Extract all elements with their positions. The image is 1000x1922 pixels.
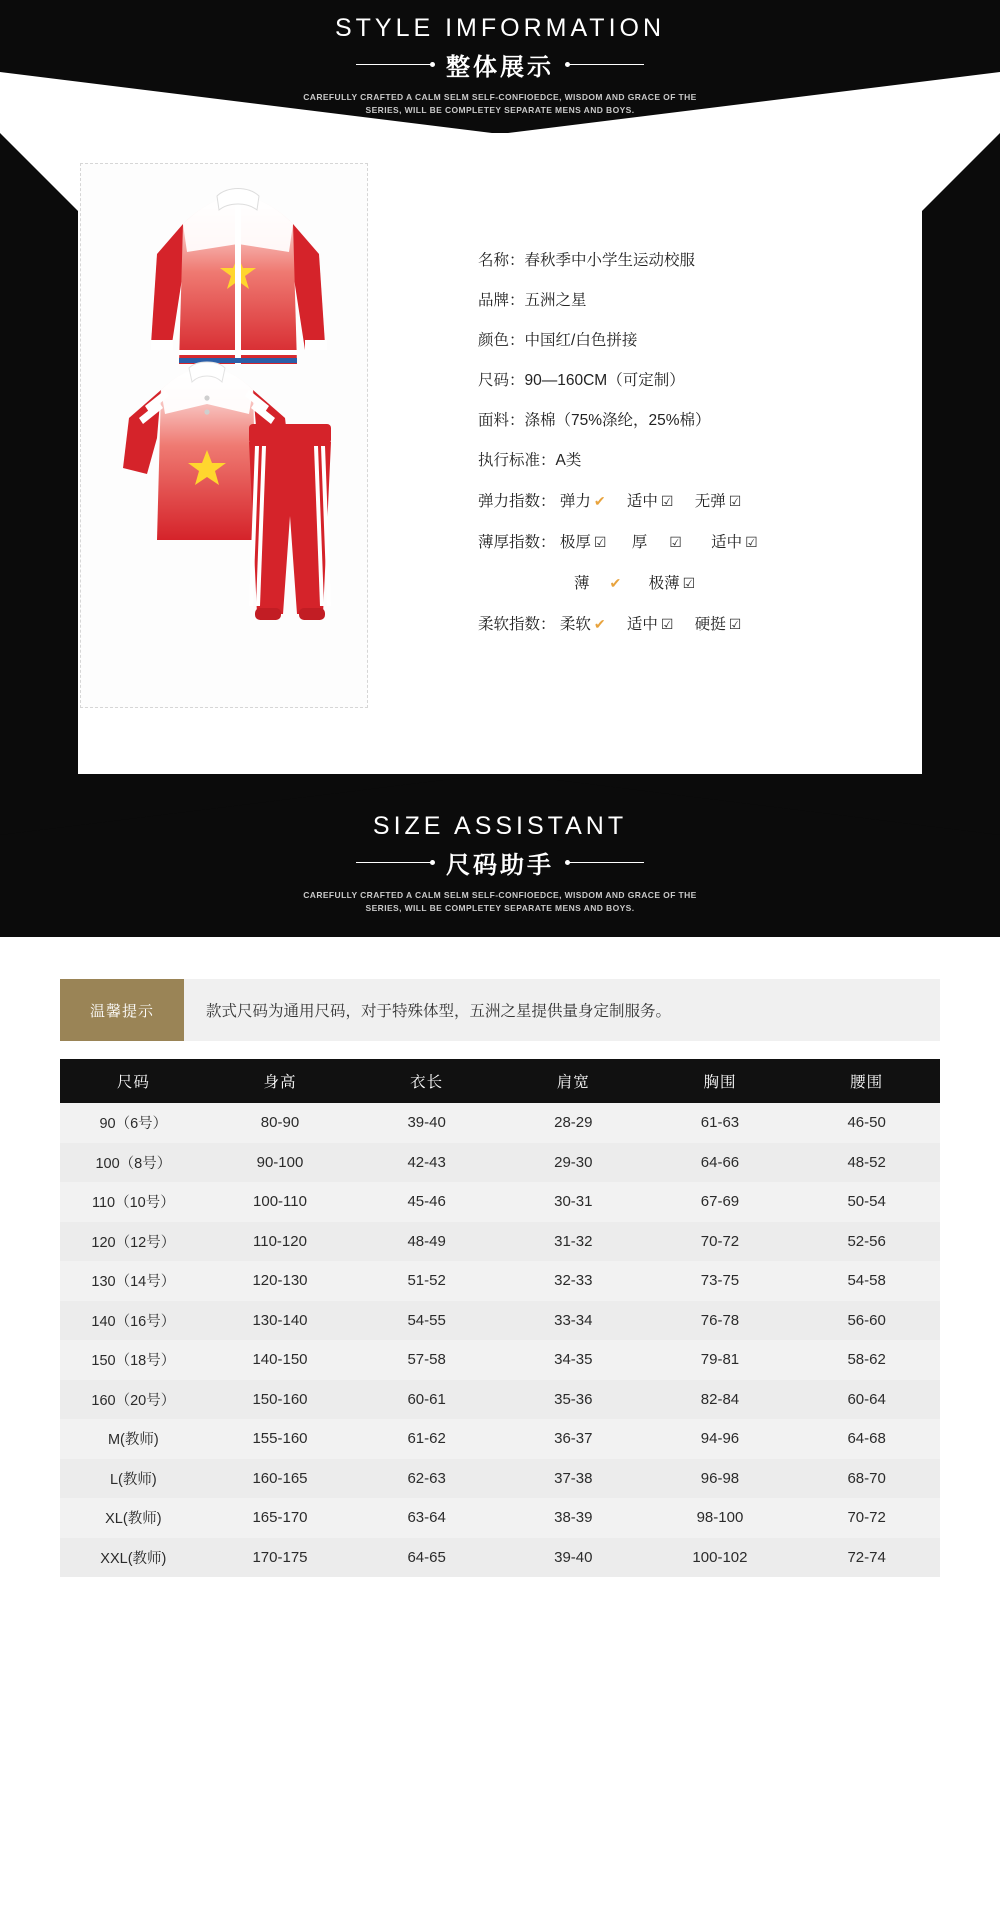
cell-shoulder: 39-40 bbox=[500, 1538, 647, 1578]
check-icon-very-thick: ☑ bbox=[593, 534, 607, 550]
cell-size: M(教师) bbox=[60, 1419, 207, 1459]
index-option-medium-thick: 适中 bbox=[711, 534, 743, 551]
cell-bust: 94-96 bbox=[647, 1419, 794, 1459]
spec-label-standard: 执行标准： bbox=[478, 452, 556, 469]
cell-bust: 67-69 bbox=[647, 1182, 794, 1222]
spec-row-color bbox=[478, 321, 948, 361]
cell-length: 51-52 bbox=[353, 1261, 500, 1301]
style-information-banner bbox=[0, 0, 1000, 133]
cell-shoulder: 32-33 bbox=[500, 1261, 647, 1301]
table-row bbox=[60, 1340, 940, 1380]
index-row-thickness bbox=[478, 522, 948, 563]
table-row bbox=[60, 1182, 940, 1222]
index-option-very-thin: 极薄 bbox=[648, 575, 680, 592]
spec-row-standard bbox=[478, 441, 948, 481]
product-image bbox=[80, 163, 368, 708]
cell-waist: 60-64 bbox=[793, 1380, 940, 1420]
style-banner-subtitle-line1: CAREFULLY CRAFTED A CALM SELM SELF-CONFIOEDCE, WISDOM AND GRACE OF THE bbox=[303, 92, 697, 102]
index-option-soft: 柔软 bbox=[559, 616, 591, 633]
cell-size: 160（20号） bbox=[60, 1380, 207, 1420]
cell-bust: 79-81 bbox=[647, 1340, 794, 1380]
cell-waist: 52-56 bbox=[793, 1222, 940, 1262]
warm-tip bbox=[60, 979, 940, 1041]
size-table-header-bust: 胸围 bbox=[647, 1059, 794, 1103]
cell-height: 130-140 bbox=[207, 1301, 354, 1341]
spec-label-fabric: 面料： bbox=[478, 412, 525, 429]
style-banner-subtitle-line2: SERIES, WILL BE COMPLETEY SEPARATE MENS AND BOYS. bbox=[365, 105, 635, 115]
spec-value-standard: A类 bbox=[555, 452, 582, 469]
cell-size: 130（14号） bbox=[60, 1261, 207, 1301]
size-table-header-shoulder: 肩宽 bbox=[500, 1059, 647, 1103]
table-row bbox=[60, 1538, 940, 1578]
cell-bust: 70-72 bbox=[647, 1222, 794, 1262]
banner-rule-left bbox=[356, 64, 434, 65]
cell-size: 140（16号） bbox=[60, 1301, 207, 1341]
cell-length: 62-63 bbox=[353, 1459, 500, 1499]
cell-shoulder: 36-37 bbox=[500, 1419, 647, 1459]
cell-waist: 68-70 bbox=[793, 1459, 940, 1499]
style-banner-title-cn: 整体展示 bbox=[446, 54, 554, 81]
cell-height: 160-165 bbox=[207, 1459, 354, 1499]
size-table-header-waist: 腰围 bbox=[793, 1059, 940, 1103]
check-icon-medium-thick: ☑ bbox=[745, 534, 758, 550]
banner-rule-right bbox=[566, 64, 644, 65]
cell-height: 120-130 bbox=[207, 1261, 354, 1301]
cell-waist: 72-74 bbox=[793, 1538, 940, 1578]
table-row bbox=[60, 1380, 940, 1420]
size-table-header-row bbox=[60, 1059, 940, 1103]
index-option-elastic: 弹力 bbox=[559, 493, 591, 510]
cell-bust: 61-63 bbox=[647, 1103, 794, 1143]
cell-size: 90（6号） bbox=[60, 1103, 207, 1143]
size-table-header-height: 身高 bbox=[207, 1059, 354, 1103]
spec-value-size: 90—160CM（可定制） bbox=[524, 372, 685, 389]
cell-shoulder: 35-36 bbox=[500, 1380, 647, 1420]
index-label-thickness: 薄厚指数： bbox=[478, 534, 556, 551]
cell-height: 140-150 bbox=[207, 1340, 354, 1380]
cell-shoulder: 33-34 bbox=[500, 1301, 647, 1341]
table-row bbox=[60, 1143, 940, 1183]
index-option-thick: 厚 bbox=[631, 534, 648, 551]
table-row bbox=[60, 1222, 940, 1262]
cell-waist: 56-60 bbox=[793, 1301, 940, 1341]
spec-row-brand bbox=[478, 281, 948, 321]
spec-label-brand: 品牌： bbox=[478, 292, 525, 309]
cell-height: 170-175 bbox=[207, 1538, 354, 1578]
spec-label-name: 名称： bbox=[478, 252, 525, 269]
index-option-medium-soft: 适中 bbox=[626, 616, 658, 633]
size-banner-subtitle-line2: SERIES, WILL BE COMPLETEY SEPARATE MENS AND BOYS. bbox=[365, 903, 635, 913]
check-icon-thick: ☑ bbox=[669, 534, 682, 550]
cell-height: 150-160 bbox=[207, 1380, 354, 1420]
index-label-softness: 柔软指数： bbox=[478, 616, 556, 633]
spec-label-size: 尺码： bbox=[478, 372, 525, 389]
spec-value-fabric: 涤棉（75%涤纶，25%棉） bbox=[524, 412, 711, 429]
cell-shoulder: 38-39 bbox=[500, 1498, 647, 1538]
size-table-header-size: 尺码 bbox=[60, 1059, 207, 1103]
cell-waist: 48-52 bbox=[793, 1143, 940, 1183]
cell-length: 63-64 bbox=[353, 1498, 500, 1538]
cell-height: 80-90 bbox=[207, 1103, 354, 1143]
cell-shoulder: 37-38 bbox=[500, 1459, 647, 1499]
cell-bust: 64-66 bbox=[647, 1143, 794, 1183]
page-bottom-spacer bbox=[0, 1617, 1000, 1627]
table-row bbox=[60, 1261, 940, 1301]
spec-row-name bbox=[478, 241, 948, 281]
cell-waist: 70-72 bbox=[793, 1498, 940, 1538]
cell-size: 150（18号） bbox=[60, 1340, 207, 1380]
black-frame-left bbox=[0, 133, 78, 774]
table-row bbox=[60, 1419, 940, 1459]
spec-row-size bbox=[478, 361, 948, 401]
check-icon-thin: ✔ bbox=[609, 575, 622, 591]
size-banner-rule-right bbox=[566, 862, 644, 863]
cell-waist: 54-58 bbox=[793, 1261, 940, 1301]
spec-label-color: 颜色： bbox=[478, 332, 525, 349]
cell-length: 57-58 bbox=[353, 1340, 500, 1380]
spec-value-color: 中国红/白色拼接 bbox=[524, 332, 638, 349]
style-banner-title-en: STYLE IMFORMATION bbox=[334, 14, 666, 42]
cell-waist: 46-50 bbox=[793, 1103, 940, 1143]
size-banner-title-en: SIZE ASSISTANT bbox=[372, 812, 628, 840]
cell-bust: 73-75 bbox=[647, 1261, 794, 1301]
index-option-thin: 薄 bbox=[574, 575, 590, 592]
check-icon-soft: ✔ bbox=[593, 616, 606, 632]
cell-length: 39-40 bbox=[353, 1103, 500, 1143]
cell-length: 42-43 bbox=[353, 1143, 500, 1183]
index-option-very-thick: 极厚 bbox=[559, 534, 591, 551]
size-table-body bbox=[60, 1103, 940, 1577]
product-spec-list bbox=[478, 241, 948, 645]
cell-waist: 58-62 bbox=[793, 1340, 940, 1380]
product-showcase-section bbox=[0, 133, 1000, 774]
size-assistant-banner bbox=[0, 774, 1000, 937]
cell-size: XXL(教师) bbox=[60, 1538, 207, 1578]
cell-shoulder: 29-30 bbox=[500, 1143, 647, 1183]
check-icon-elastic: ✔ bbox=[593, 493, 606, 509]
cell-bust: 96-98 bbox=[647, 1459, 794, 1499]
size-banner-subtitle-line1: CAREFULLY CRAFTED A CALM SELM SELF-CONFIOEDCE, WISDOM AND GRACE OF THE bbox=[303, 890, 697, 900]
cell-shoulder: 30-31 bbox=[500, 1182, 647, 1222]
spec-value-name: 春秋季中小学生运动校服 bbox=[524, 252, 696, 269]
check-icon-stiff: ☑ bbox=[728, 616, 742, 632]
cell-bust: 98-100 bbox=[647, 1498, 794, 1538]
cell-length: 61-62 bbox=[353, 1419, 500, 1459]
cell-length: 60-61 bbox=[353, 1380, 500, 1420]
cell-waist: 50-54 bbox=[793, 1182, 940, 1222]
cell-length: 45-46 bbox=[353, 1182, 500, 1222]
warm-tip-label: 温馨提示 bbox=[60, 979, 184, 1041]
index-label-elasticity: 弹力指数： bbox=[478, 493, 556, 510]
check-icon-no-elastic: ☑ bbox=[728, 493, 742, 509]
cell-height: 110-120 bbox=[207, 1222, 354, 1262]
cell-waist: 64-68 bbox=[793, 1419, 940, 1459]
table-row bbox=[60, 1301, 940, 1341]
spec-row-fabric bbox=[478, 401, 948, 441]
size-table bbox=[60, 1059, 940, 1577]
cell-size: 120（12号） bbox=[60, 1222, 207, 1262]
index-row-elasticity bbox=[478, 481, 948, 522]
cell-length: 54-55 bbox=[353, 1301, 500, 1341]
cell-bust: 76-78 bbox=[647, 1301, 794, 1341]
cell-height: 90-100 bbox=[207, 1143, 354, 1183]
warm-tip-text: 款式尺码为通用尺码，对于特殊体型，五洲之星提供量身定制服务。 bbox=[184, 979, 940, 1041]
size-chart-section bbox=[0, 937, 1000, 1617]
check-icon-medium-soft: ☑ bbox=[660, 616, 674, 632]
cell-bust: 82-84 bbox=[647, 1380, 794, 1420]
size-table-header-length: 衣长 bbox=[353, 1059, 500, 1103]
index-option-medium-elastic: 适中 bbox=[626, 493, 658, 510]
cell-shoulder: 28-29 bbox=[500, 1103, 647, 1143]
cell-height: 155-160 bbox=[207, 1419, 354, 1459]
table-row bbox=[60, 1498, 940, 1538]
cell-size: 100（8号） bbox=[60, 1143, 207, 1183]
size-banner-rule-left bbox=[356, 862, 434, 863]
index-option-no-elastic: 无弹 bbox=[694, 493, 726, 510]
index-row-thin bbox=[478, 563, 948, 604]
cell-size: L(教师) bbox=[60, 1459, 207, 1499]
cell-size: XL(教师) bbox=[60, 1498, 207, 1538]
cell-size: 110（10号） bbox=[60, 1182, 207, 1222]
cell-height: 100-110 bbox=[207, 1182, 354, 1222]
cell-length: 48-49 bbox=[353, 1222, 500, 1262]
table-row bbox=[60, 1103, 940, 1143]
size-banner-title-cn: 尺码助手 bbox=[446, 852, 554, 879]
cell-length: 64-65 bbox=[353, 1538, 500, 1578]
spec-value-brand: 五洲之星 bbox=[524, 292, 587, 309]
index-option-stiff: 硬挺 bbox=[694, 616, 726, 633]
cell-shoulder: 34-35 bbox=[500, 1340, 647, 1380]
check-icon-medium-elastic: ☑ bbox=[660, 493, 674, 509]
cell-height: 165-170 bbox=[207, 1498, 354, 1538]
table-row bbox=[60, 1459, 940, 1499]
index-row-softness bbox=[478, 604, 948, 645]
check-icon-very-thin: ☑ bbox=[682, 575, 696, 591]
cell-shoulder: 31-32 bbox=[500, 1222, 647, 1262]
cell-bust: 100-102 bbox=[647, 1538, 794, 1578]
